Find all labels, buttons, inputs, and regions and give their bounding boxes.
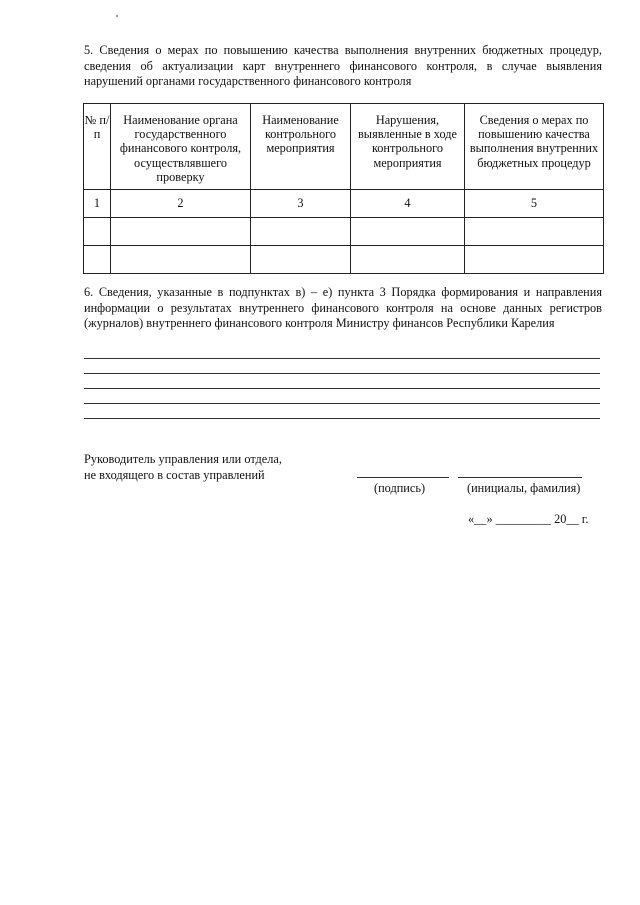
table-cell[interactable] [251,218,351,246]
table-row [84,218,604,246]
signature-field[interactable] [357,477,449,478]
measures-table [83,103,604,274]
table-cell[interactable] [351,246,465,274]
section-6-heading: 6. Сведения, указанные в подпунктах в) – е) пункта 3 Порядка формирования и направления информации о результатах внутреннего финансового контроля на основе данных регистров (журналов) внутреннего финансового контроля Министру финансов Республики Карелия [84,285,602,330]
fill-in-line[interactable] [84,358,600,359]
table-cell[interactable] [351,218,465,246]
signatory-title-line: Руководитель управления или отдела, [84,452,282,466]
header-event-name: Наименование контрольного мероприятия [251,104,351,190]
table-cell[interactable] [84,246,111,274]
table-row [84,246,604,274]
fill-in-line[interactable] [84,373,600,374]
column-number: 2 [111,190,251,218]
column-number-row [84,190,604,218]
name-caption: (инициалы, фамилия) [467,481,581,495]
scan-speck [116,15,118,17]
fill-in-line[interactable] [84,403,600,404]
name-field[interactable] [458,477,582,478]
column-number: 3 [251,190,351,218]
table-cell[interactable] [465,218,604,246]
signature-caption: (подпись) [374,481,426,495]
fill-in-line[interactable] [84,418,600,419]
table-cell[interactable] [465,246,604,274]
column-number: 5 [465,190,604,218]
signatory-title [84,452,282,483]
header-measures: Сведения о мерах по повышению качества выполнения внутренних бюджетных процедур [465,104,604,190]
header-control-body: Наименование органа государственного финансового контроля, осуществлявшего проверку [111,104,251,190]
table-header-row [84,104,604,190]
table-cell[interactable] [111,246,251,274]
table-cell[interactable] [251,246,351,274]
column-number: 1 [84,190,111,218]
signatory-title-line: не входящего в состав управлений [84,467,265,482]
section-5-heading: 5. Сведения о мерах по повышению качества выполнения внутренних бюджетных процедур, сведения об актуализации карт внутреннего финансового контроля, в случае выявления нарушений органами государственного финансового контроля [84,43,602,88]
header-violations: Нарушения, выявленные в ходе контрольного мероприятия [351,104,465,190]
table-cell[interactable] [111,218,251,246]
table-cell[interactable] [84,218,111,246]
date-field[interactable]: «__» _________ 20__ г. [468,512,589,526]
header-number: № п/п [84,104,111,190]
column-number: 4 [351,190,465,218]
fill-in-line[interactable] [84,388,600,389]
